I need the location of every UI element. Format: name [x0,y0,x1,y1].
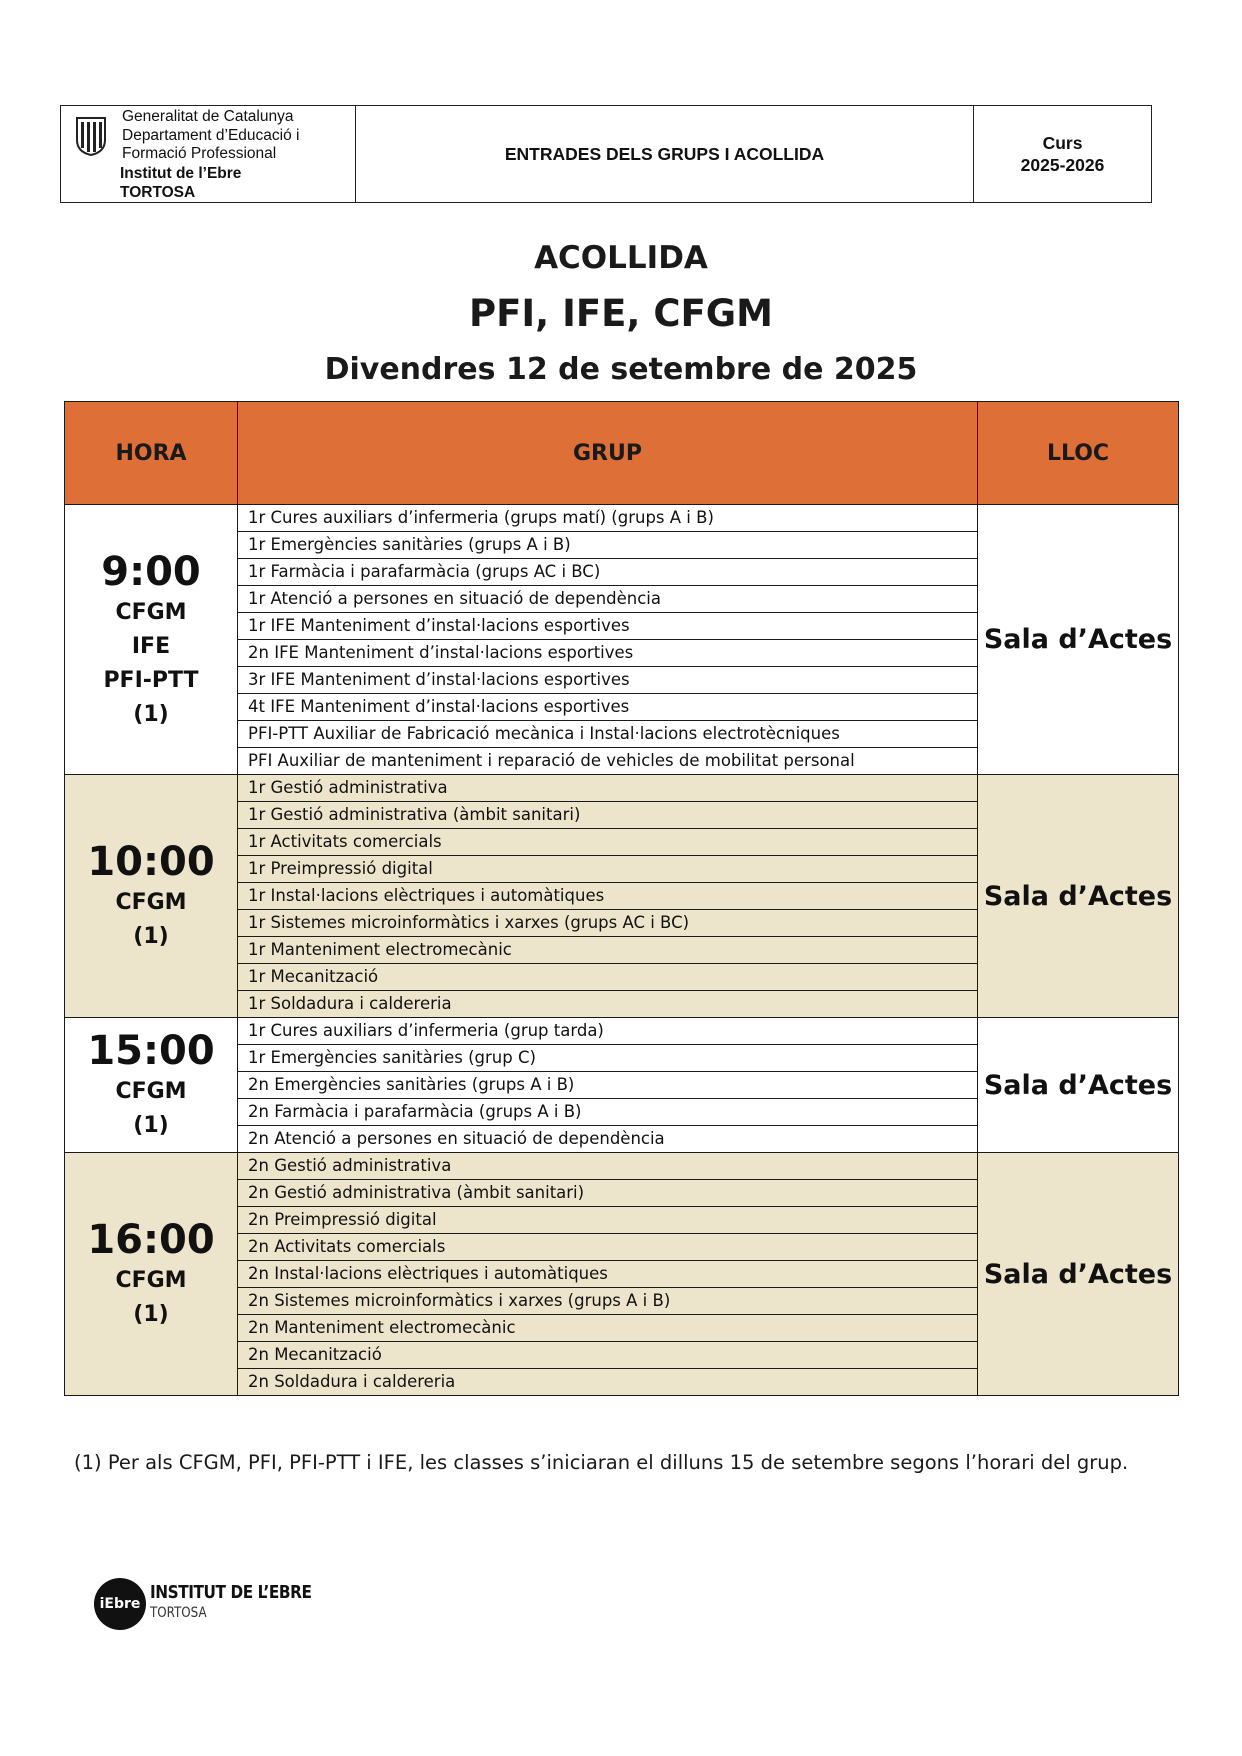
time-subtitle: (1) [133,701,169,727]
time-subtitle: (1) [133,1302,169,1327]
group-cell: 1r Soldadura i caldereria [238,991,978,1018]
time-subtitle: CFGM [115,890,187,915]
logo-city: TORTOSA [150,1605,207,1621]
time-subtitle: IFE [131,633,171,659]
institute-logo [94,1578,394,1630]
group-cell: 1r Gestió administrativa (àmbit sanitari) [238,802,978,829]
time-value: 9:00 [101,548,201,595]
institute-name: Institut de l’Ebre TORTOSA [120,165,242,201]
group-cell: 2n Atenció a persones en situació de dependència [238,1126,978,1153]
time-subtitle: (1) [133,1113,169,1138]
table-header-row [65,402,1179,505]
time-value: 10:00 [87,839,215,885]
group-cell: 4t IFE Manteniment d’instal·lacions esportives [238,694,978,721]
group-cell: 2n Gestió administrativa [238,1153,978,1180]
table-row [65,1018,1179,1045]
group-cell: 1r Preimpressió digital [238,856,978,883]
group-cell: 2n Manteniment electromecànic [238,1315,978,1342]
group-cell: 2n IFE Manteniment d’instal·lacions esportives [238,640,978,667]
group-cell: 1r Instal·lacions elèctriques i automàtiques [238,883,978,910]
time-subtitle: CFGM [115,1079,187,1104]
table-row [65,1153,1179,1180]
group-cell: 2n Mecanització [238,1342,978,1369]
group-cell: 1r Cures auxiliars d’infermeria (grups matí) (grups A i B) [238,505,978,532]
group-cell: 1r Activitats comercials [238,829,978,856]
column-header-grup: GRUP [238,402,978,505]
group-cell: 1r Mecanització [238,964,978,991]
group-cell: 2n Preimpressió digital [238,1207,978,1234]
title-date: Divendres 12 de setembre de 2025 [324,352,918,387]
title-programs: PFI, IFE, CFGM [469,292,773,335]
column-header-lloc: LLOC [978,402,1179,505]
place-cell: Sala d’Actes [978,1018,1179,1153]
time-cell [65,1018,238,1153]
group-cell: 2n Instal·lacions elèctriques i automàtiques [238,1261,978,1288]
time-cell [65,505,238,775]
group-cell: 1r Cures auxiliars d’infermeria (grup tarda) [238,1018,978,1045]
time-subtitle: (1) [133,924,169,949]
group-cell: 1r Emergències sanitàries (grups A i B) [238,532,978,559]
schedule-body [65,505,1179,1396]
generalitat-crest-icon [75,116,107,156]
group-cell: 1r Manteniment electromecànic [238,937,978,964]
time-cell [65,775,238,1018]
course-year: 2025-2026 [1020,155,1105,175]
course-label: Curs [1042,133,1083,153]
document-title: ENTRADES DELS GRUPS I ACOLLIDA [356,106,974,202]
group-cell: 2n Gestió administrativa (àmbit sanitari) [238,1180,978,1207]
place-cell: Sala d’Actes [978,505,1179,775]
group-cell: 3r IFE Manteniment d’instal·lacions esportives [238,667,978,694]
time-subtitle: CFGM [115,1268,187,1293]
group-cell: 1r Farmàcia i parafarmàcia (grups AC i BC) [238,559,978,586]
logo-badge: iEbre [94,1578,146,1630]
group-cell: 1r Atenció a persones en situació de dependència [238,586,978,613]
time-value: 16:00 [87,1217,215,1263]
group-cell: 1r Gestió administrativa [238,775,978,802]
group-cell: 2n Activitats comercials [238,1234,978,1261]
logo-name: INSTITUT DE L’EBRE [150,1582,312,1603]
organization-name: Generalitat de Catalunya Departament d’Educació i Formació Professional [122,108,300,162]
group-cell: PFI-PTT Auxiliar de Fabricació mecànica i Instal·lacions electrotècniques [238,721,978,748]
course-cell [974,106,1151,202]
group-cell: 1r Sistemes microinformàtics i xarxes (grups AC i BC) [238,910,978,937]
place-cell: Sala d’Actes [978,775,1179,1018]
table-row [65,505,1179,532]
group-cell: 2n Soldadura i caldereria [238,1369,978,1396]
time-cell [65,1153,238,1396]
group-cell: 1r Emergències sanitàries (grup C) [238,1045,978,1072]
title-acollida: ACOLLIDA [534,240,708,276]
table-row [65,775,1179,802]
schedule-table [64,401,1179,1396]
time-subtitle: CFGM [115,599,187,625]
group-cell: 2n Sistemes microinformàtics i xarxes (grups A i B) [238,1288,978,1315]
place-cell: Sala d’Actes [978,1153,1179,1396]
time-value: 15:00 [87,1028,215,1074]
group-cell: PFI Auxiliar de manteniment i reparació de vehicles de mobilitat personal [238,748,978,775]
group-cell: 2n Farmàcia i parafarmàcia (grups A i B) [238,1099,978,1126]
column-header-hora: HORA [65,402,238,505]
document-header [60,105,1152,203]
footnote: (1) Per als CFGM, PFI, PFI-PTT i IFE, les classes s’iniciaran el dilluns 15 de setembre segons l’horari del grup. [74,1451,1129,1474]
header-organization-cell [61,106,356,202]
time-subtitle: PFI-PTT [103,667,199,693]
group-cell: 1r IFE Manteniment d’instal·lacions esportives [238,613,978,640]
group-cell: 2n Emergències sanitàries (grups A i B) [238,1072,978,1099]
